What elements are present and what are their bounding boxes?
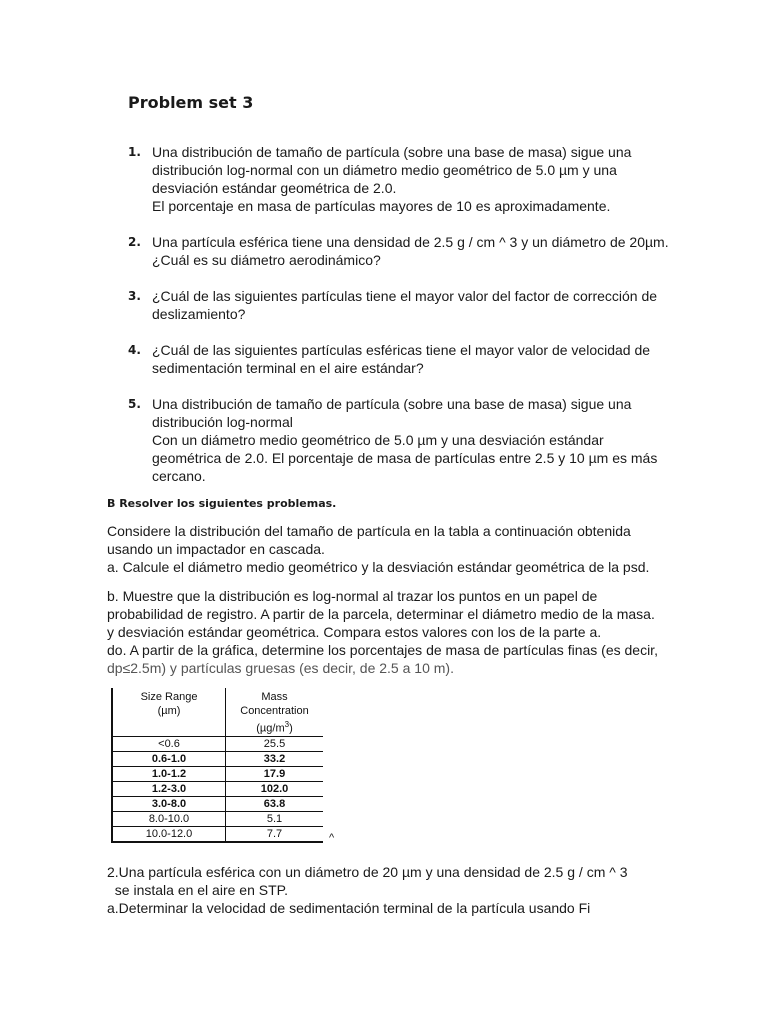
section-b-heading: B Resolver los siguientes problemas. (107, 497, 337, 510)
cell-mass: 5.1 (226, 812, 324, 827)
question-line: Una distribución de tamaño de partícula (sobre una base de masa) sigue una (152, 144, 632, 160)
question-item (128, 143, 688, 215)
paragraph-line: 2.Una partícula esférica con un diámetro de 20 µm y una densidad de 2.5 g / cm ^ 3 (107, 864, 628, 880)
question-item (128, 395, 688, 485)
cell-mass: 33.2 (226, 752, 324, 767)
paragraph-problem-2 (107, 863, 667, 917)
cell-mass: 102.0 (226, 782, 324, 797)
cell-size: 10.0-12.0 (112, 827, 226, 843)
paragraph-line: Considere la distribución del tamaño de partícula en la tabla a continuación obtenida (107, 523, 631, 539)
question-line: Una distribución de tamaño de partícula (sobre una base de masa) sigue una (152, 396, 632, 412)
question-list (128, 143, 688, 485)
question-line: El porcentaje en masa de partículas mayores de 10 es aproximadamente. (152, 198, 611, 214)
question-line: cercano. (152, 468, 206, 484)
table-row (112, 827, 323, 843)
question-item (128, 233, 688, 269)
question-line: ¿Cuál de las siguientes partículas esféricas tiene el mayor valor de velocidad de (152, 342, 651, 358)
question-line: Con un diámetro medio geométrico de 5.0 µm y una desviación estándar (152, 432, 604, 448)
caret-mark: ^ (329, 832, 335, 844)
question-line: deslizamiento? (152, 306, 246, 322)
paragraph-line: y desviación estándar geométrica. Compara estos valores con los de la parte a. (107, 624, 602, 640)
question-text (152, 287, 688, 323)
table-row (112, 782, 323, 797)
question-number: 3. (128, 289, 141, 303)
cell-size: 0.6-1.0 (112, 752, 226, 767)
paragraph-line: dp≤2.5m) y partículas gruesas (es decir, de 2.5 a 10 m). (107, 660, 454, 676)
question-line: ¿Cuál es su diámetro aerodinámico? (152, 252, 381, 268)
question-text (152, 395, 688, 485)
paragraph-a (107, 522, 667, 576)
question-number: 5. (128, 397, 141, 411)
question-text (152, 341, 688, 377)
question-line: desviación estándar geométrica de 2.0. (152, 180, 397, 196)
cell-size: 3.0-8.0 (112, 797, 226, 812)
question-line: sedimentación terminal en el aire estándar? (152, 360, 424, 376)
paragraph-line: probabilidad de registro. A partir de la parcela, determinar el diámetro medio de la masa. (107, 606, 655, 622)
cell-mass: 7.7 (226, 827, 324, 843)
question-item (128, 341, 688, 377)
question-number: 4. (128, 343, 141, 357)
question-line: ¿Cuál de las siguientes partículas tiene el mayor valor del factor de corrección de (152, 288, 658, 304)
cell-size: 1.2-3.0 (112, 782, 226, 797)
cell-size: 1.0-1.2 (112, 767, 226, 782)
question-number: 2. (128, 235, 141, 249)
document-title: Problem set 3 (128, 93, 254, 112)
cell-mass: 17.9 (226, 767, 324, 782)
paragraph-line: do. A partir de la gráfica, determine los porcentajes de masa de partículas finas (es decir, (107, 642, 658, 658)
paragraph-line: b. Muestre que la distribución es log-normal al trazar los puntos en un papel de (107, 588, 598, 604)
size-distribution-table (111, 688, 323, 843)
paragraph-line: se instala en el aire en STP. (107, 882, 289, 898)
question-text (152, 233, 688, 269)
table-row (112, 797, 323, 812)
paragraph-line: a.Determinar la velocidad de sedimentación terminal de la partícula usando Fi (107, 900, 591, 916)
cell-mass: 63.8 (226, 797, 324, 812)
question-number: 1. (128, 145, 141, 159)
paragraph-b (107, 587, 667, 677)
question-line: geométrica de 2.0. El porcentaje de masa de partículas entre 2.5 y 10 µm es más (152, 450, 658, 466)
cell-size: <0.6 (112, 737, 226, 752)
cell-mass: 25.5 (226, 737, 324, 752)
question-line: Una partícula esférica tiene una densidad de 2.5 g / cm ^ 3 y un diámetro de 20µm. (152, 234, 669, 250)
table-row (112, 737, 323, 752)
column-header-mass: Mass Concentration $(\mu g/m^3)$ (226, 688, 324, 737)
paragraph-line: a. Calcule el diámetro medio geométrico y la desviación estándar geométrica de la psd. (107, 559, 650, 575)
question-line: distribución log-normal (152, 414, 293, 430)
table-row (112, 812, 323, 827)
question-text (152, 143, 688, 215)
table-header-row (112, 688, 323, 737)
column-header-size: Size Range (µm) (112, 688, 226, 737)
table-row (112, 752, 323, 767)
paragraph-line: usando un impactador en cascada. (107, 541, 325, 557)
question-item (128, 287, 688, 323)
question-line: distribución log-normal con un diámetro medio geométrico de 5.0 µm y una (152, 162, 617, 178)
table-row (112, 767, 323, 782)
cell-size: 8.0-10.0 (112, 812, 226, 827)
